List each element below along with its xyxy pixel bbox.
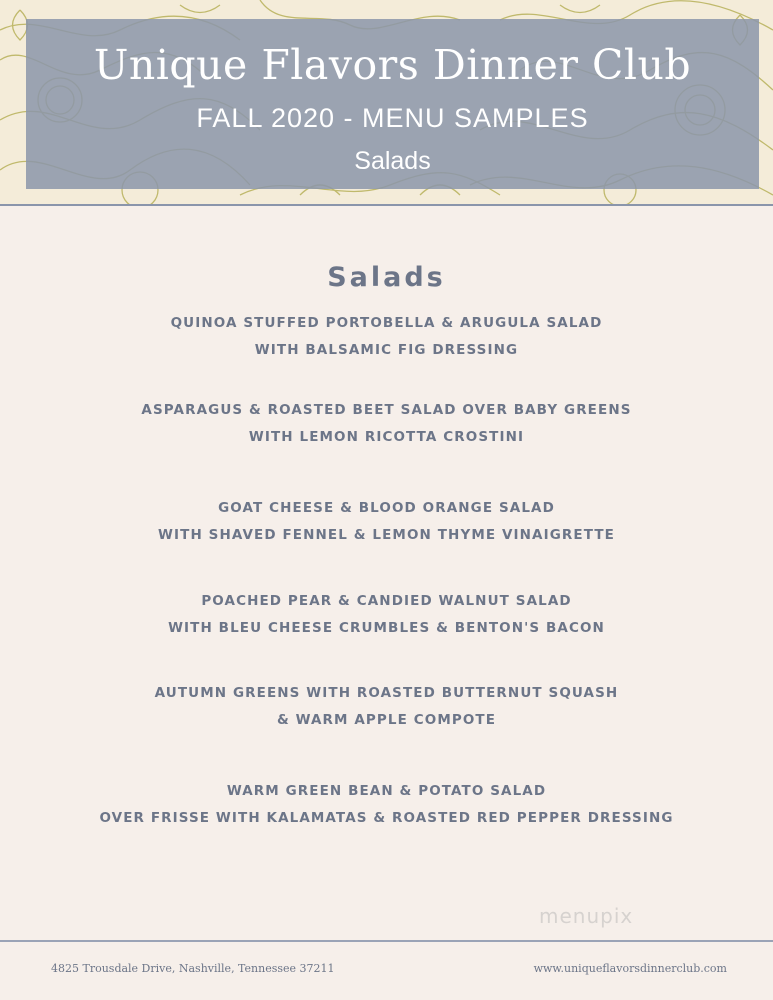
menu-item-line2: WITH SHAVED FENNEL & LEMON THYME VINAIGRETTE [158, 527, 615, 543]
menupix-watermark: menupix [539, 904, 634, 928]
menu-item-line2: WITH BLEU CHEESE CRUMBLES & BENTON'S BACON [168, 620, 605, 636]
header-banner [0, 0, 773, 205]
menu-item-line1: ASPARAGUS & ROASTED BEET SALAD OVER BABY GREENS [141, 402, 632, 418]
club-name-title: Unique Flavors Dinner Club [93, 41, 692, 89]
menu-item-line1: QUINOA STUFFED PORTOBELLA & ARUGULA SALAD [170, 315, 603, 331]
season-heading: FALL 2020 - MENU SAMPLES [196, 103, 589, 133]
header-title-box [26, 19, 759, 189]
menu-item-line2: WITH LEMON RICOTTA CROSTINI [248, 429, 525, 445]
menu-item [0, 778, 773, 832]
menu-item-line2: OVER FRISSE WITH KALAMATAS & ROASTED RED PEPPER DRESSING [99, 810, 674, 826]
menu-item [0, 588, 773, 642]
menu-item-line2: & WARM APPLE COMPOTE [276, 712, 497, 728]
menu-item [0, 310, 773, 364]
menu-item-line2: WITH BALSAMIC FIG DRESSING [254, 342, 519, 358]
menu-item [0, 495, 773, 549]
section-title: Salads [327, 262, 446, 293]
menu-item-line1: AUTUMN GREENS WITH ROASTED BUTTERNUT SQUASH [154, 685, 619, 701]
header-subtitle: Salads [354, 147, 431, 175]
footer-address: 4825 Trousdale Drive, Nashville, Tennessee 37211 [51, 962, 335, 975]
footer-divider [0, 940, 773, 942]
footer-website-link[interactable]: www.uniqueflavorsdinnerclub.com [533, 962, 727, 975]
menu-item-line1: POACHED PEAR & CANDIED WALNUT SALAD [201, 593, 572, 609]
menu-item-line1: WARM GREEN BEAN & POTATO SALAD [226, 783, 547, 799]
menu-item [0, 680, 773, 734]
menu-item-line1: GOAT CHEESE & BLOOD ORANGE SALAD [218, 500, 555, 516]
header-divider [0, 204, 773, 206]
menu-item [0, 397, 773, 451]
